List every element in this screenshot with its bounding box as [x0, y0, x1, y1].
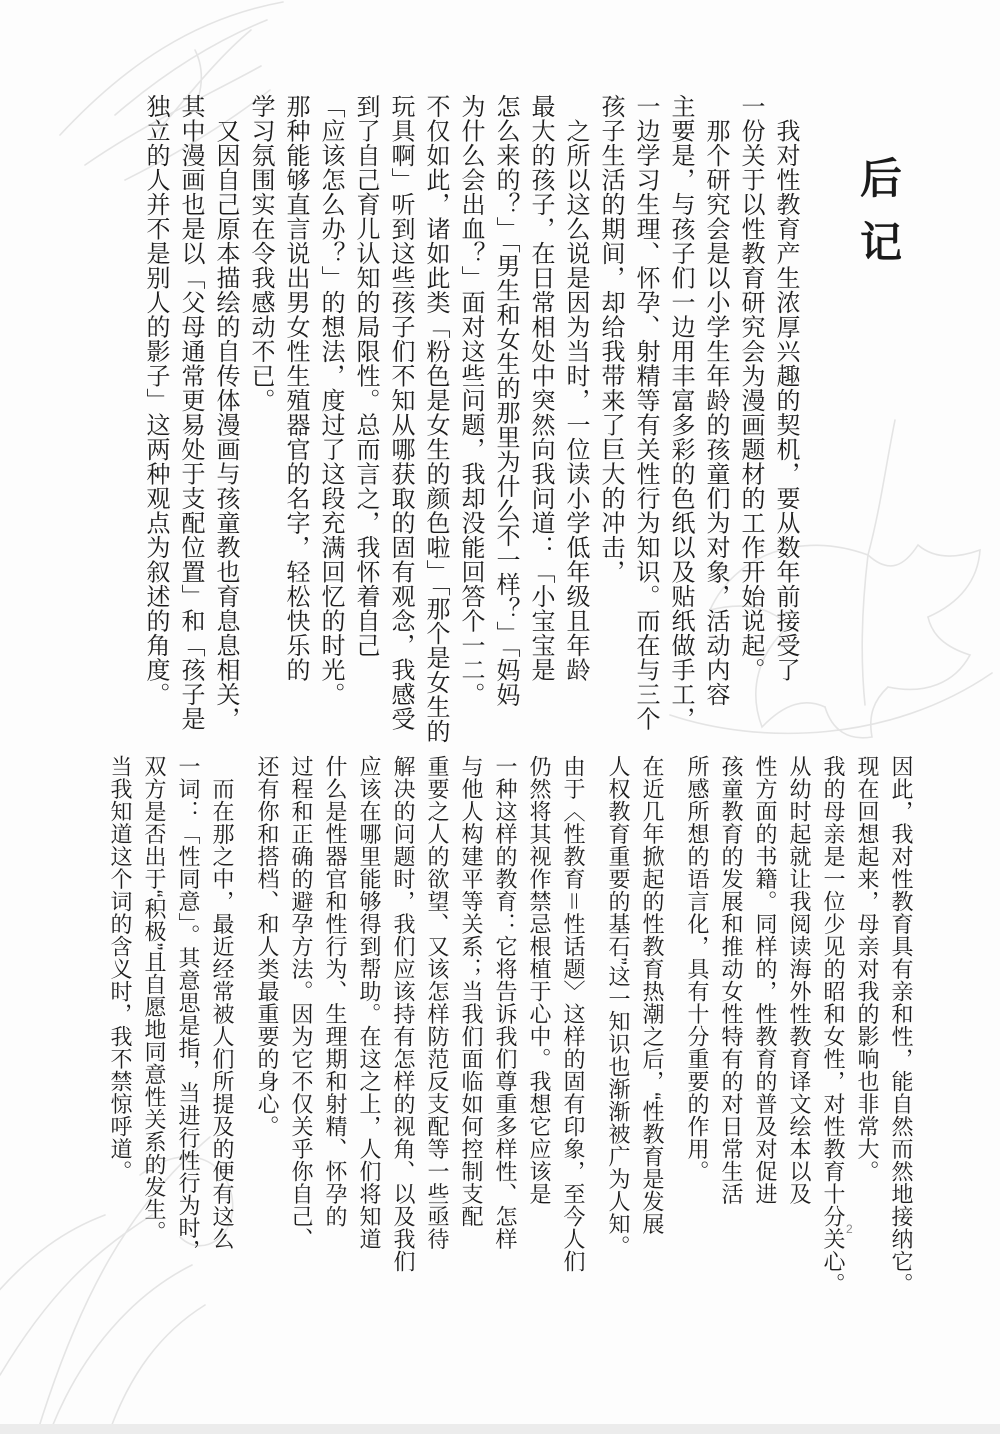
text-column: 还有你和搭档、和人类最重要的身心。 [255, 755, 280, 1138]
text-column: 应该在哪里能够得到帮助。在这之上，人们将知道 [357, 755, 382, 1250]
text-column: 到了自己育儿认知的局限性。总而言之，我怀着自己 [352, 94, 379, 658]
text-column: 由于〈性教育＝性话题〉这样的固有印象，至今人们 [561, 755, 586, 1273]
text-column: 双方是否出于“积极”且自愿地同意性关系的发生。 [142, 755, 167, 1244]
text-column: 所感所想的语言化，具有十分重要的作用。 [685, 755, 710, 1183]
text-column: 之所以这么说是因为当时，一位读小学低年级且年龄 [562, 94, 589, 682]
text-column: 最大的孩子，在日常相处中突然向我问道：「小宝宝是 [527, 94, 554, 682]
text-column: 主要是，与孩子们一边用丰富多彩的色纸以及贴纸做手工， [667, 94, 694, 731]
text-column: 过程和正确的避孕方法。因为它不仅关乎你自己、 [289, 755, 314, 1250]
text-column: 我的母亲是一位少见的昭和女性，对性教育十分关心。 [821, 755, 846, 1295]
paragraph-group [601, 755, 669, 1325]
text-column: 因此，我对性教育具有亲和性，能自然而然地接纳它。 [889, 755, 914, 1295]
text-column: 不仅如此，诸如此类「粉色是女生的颜色啦」「那个是女生的 [422, 94, 449, 744]
text-column: 重要之人的欲望、又该怎样防范反支配等一些亟待 [425, 755, 450, 1250]
text-column: 学习氛围实在令我感动不已。 [247, 94, 274, 413]
text-column: 仍然将其视作禁忌根植于心中。我想它应该是 [527, 755, 552, 1205]
text-column: 一边学习生理、怀孕、射精等有关性行为知识。而在与三个 [632, 94, 659, 731]
text-column: 与他人构建平等关系；当我们面临如何控制支配 [459, 755, 484, 1228]
text-column: 为什么会出血？」面对这些问题，我却没能回答个一二。 [457, 94, 484, 707]
text-column: 人权教育重要的基石”这一知识也渐渐被广为人知。 [606, 755, 631, 1258]
text-column: 一种这样的教育：它将告诉我们尊重多样性、怎样 [493, 755, 518, 1250]
text-column: 从幼时起就让我阅读海外性教育译文绘本以及 [787, 755, 812, 1205]
text-column: 现在回想起来，母亲对我的影响也非常大。 [855, 755, 880, 1183]
text-column: 孩童教育的发展和推动女性特有的对日常生活 [719, 755, 744, 1205]
text-column: 其中漫画也是以「父母通常更易处于支配位置」和「孩子是 [177, 94, 204, 731]
text-column: 一份关于以性教育研究会为漫画题材的工作开始说起。 [737, 94, 764, 682]
text-column: 在近几年掀起的性教育热潮之后，“性教育是发展 [640, 755, 665, 1236]
text-column: 怎么来的？」「男生和女生的那里为什么不一样？」「妈妈 [492, 94, 519, 707]
paragraph-group [250, 755, 590, 1325]
paragraph-group [138, 94, 803, 794]
text-column: 独立的人并不是别人的影子」这两种观点为叙述的角度。 [142, 94, 169, 707]
text-column: 什么是性器官和性行为、生理期和射精、怀孕的 [323, 755, 348, 1228]
text-column: 当我知道这个词的含义时，我不禁惊呼道。 [108, 755, 133, 1183]
text-column: 解决的问题时，我们应该持有怎样的视角、以及我们 [391, 755, 416, 1273]
text-column: 那种能够直言说出男女性生殖器官的名字，轻松快乐的 [282, 94, 309, 682]
text-column: 又因自己原本描绘的自传体漫画与孩童教也育息息相关， [212, 94, 239, 731]
text-column: 性方面的书籍。同样的，性教育的普及对促进 [753, 755, 778, 1205]
text-column: 玩具啊」听到这些孩子们不知从哪获取的固有观念，我感受 [387, 94, 414, 731]
text-column: 我对性教育产生浓厚兴趣的契机，要从数年前接受了 [772, 94, 799, 682]
text-column: 一词：「性同意」。其意思是指，当进行性行为时， [176, 755, 201, 1262]
page-edge-shadow [0, 1424, 1000, 1434]
paragraph-group [103, 755, 239, 1325]
text-column: 而在那之中，最近经常被人们所提及的便有这么 [210, 755, 235, 1250]
text-column: 孩子生活的期间，却给我带来了巨大的冲击， [597, 94, 624, 584]
footnote-mark: 2 [846, 1222, 853, 1236]
afterword-bottom-text [100, 755, 918, 1325]
text-column: 那个研究会是以小学生年龄的孩童们为对象，活动内容 [702, 94, 729, 707]
paragraph-group [680, 755, 918, 1325]
afterword-top-text [135, 94, 803, 794]
text-column: 「应该怎么办？」的想法，度过了这段充满回忆的时光。 [317, 94, 344, 707]
page-title: 后记 [855, 156, 902, 284]
